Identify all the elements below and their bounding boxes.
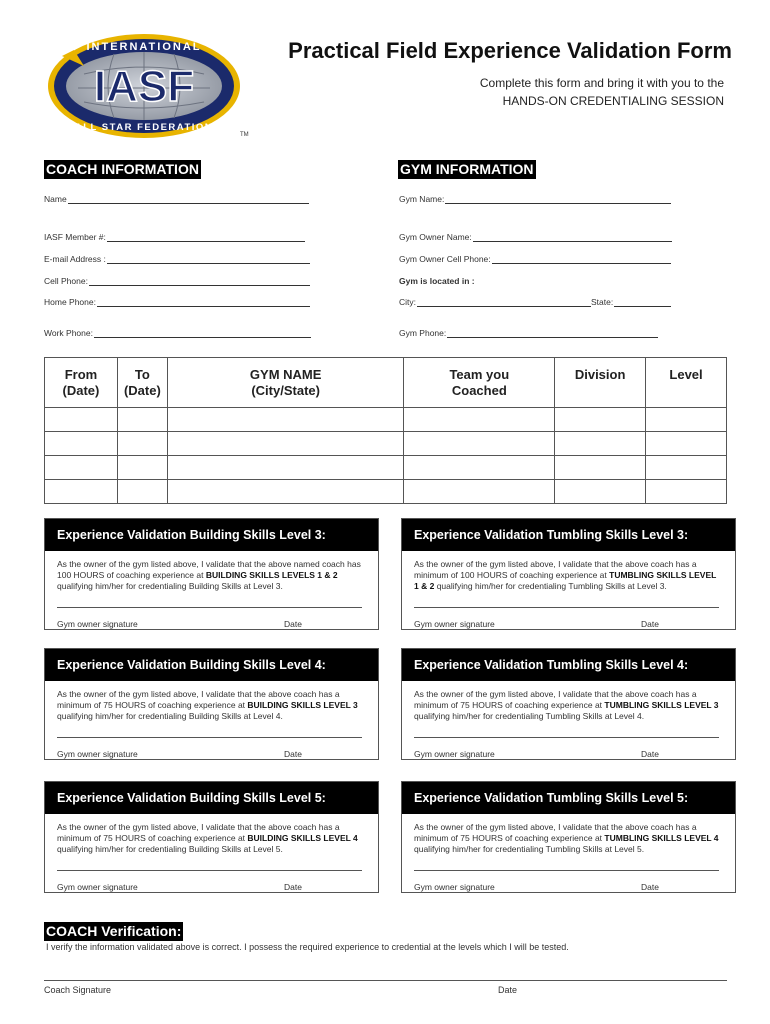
coach-name-field[interactable]: Name — [44, 194, 309, 204]
col-team-coached: Team you Coached — [404, 358, 555, 408]
table-cell[interactable] — [117, 480, 167, 504]
table-cell[interactable] — [167, 480, 404, 504]
table-cell[interactable] — [555, 432, 646, 456]
signature-line[interactable] — [57, 607, 362, 619]
gym-state-field[interactable]: State: — [591, 297, 671, 307]
table-cell[interactable] — [555, 456, 646, 480]
svg-text:IASF: IASF — [93, 62, 195, 111]
validation-box-title: Experience Validation Building Skills Level 4: — [45, 649, 378, 681]
signature-line[interactable] — [414, 870, 719, 882]
table-cell[interactable] — [404, 480, 555, 504]
table-cell[interactable] — [555, 480, 646, 504]
validation-box-building-4 — [44, 648, 379, 760]
validation-box-title: Experience Validation Building Skills Level 5: — [45, 782, 378, 814]
coach-work-phone-field[interactable]: Work Phone: — [44, 328, 311, 338]
table-cell[interactable] — [167, 456, 404, 480]
table-row — [45, 408, 727, 432]
table-cell[interactable] — [45, 480, 118, 504]
validation-box-title: Experience Validation Tumbling Skills Level 3: — [402, 519, 735, 551]
table-cell[interactable] — [167, 408, 404, 432]
signature-label: Gym owner signature — [414, 749, 495, 759]
validation-box-tumbling-3 — [401, 518, 736, 630]
col-from-date: From (Date) — [45, 358, 118, 408]
gym-info-heading: GYM INFORMATION — [400, 161, 534, 177]
table-cell[interactable] — [45, 456, 118, 480]
coach-cell-field[interactable]: Cell Phone: — [44, 276, 310, 286]
date-label: Date — [641, 619, 659, 629]
table-cell[interactable] — [555, 408, 646, 432]
validation-box-text: As the owner of the gym listed above, I validate that the above coach has a minimum of 75 HOURS of coaching experience at TUMBLING SKILLS LEVEL 3 qualifying him/her for credentialing Tumbling Skills at Level 4. — [414, 689, 719, 721]
table-cell[interactable] — [646, 432, 727, 456]
svg-text:INTERNATIONAL: INTERNATIONAL — [86, 41, 202, 53]
svg-text:TM: TM — [240, 132, 249, 138]
table-cell[interactable] — [167, 432, 404, 456]
validation-box-text: As the owner of the gym listed above, I validate that the above coach has a minimum of 75 HOURS of coaching experience at BUILDING SKILLS LEVEL 4 qualifying him/her for credentialing Building Skills at Level 5. — [57, 822, 358, 854]
col-level: Level — [646, 358, 727, 408]
validation-box-tumbling-4 — [401, 648, 736, 760]
form-title: Practical Field Experience Validation Form — [288, 38, 732, 63]
signature-line[interactable] — [414, 737, 719, 749]
signature-line[interactable] — [57, 737, 362, 749]
date-label: Date — [284, 749, 302, 759]
table-cell[interactable] — [45, 408, 118, 432]
date-label: Date — [284, 882, 302, 892]
verification-statement: I verify the information validated above is correct. I possess the required experience to credential at the levels which I will be tested. — [46, 942, 569, 952]
col-to-date: To (Date) — [117, 358, 167, 408]
coach-signature-label: Coach Signature — [44, 985, 112, 995]
experience-table — [44, 357, 727, 504]
signature-label: Gym owner signature — [414, 619, 495, 629]
signature-label: Gym owner signature — [57, 619, 138, 629]
gym-owner-cell-field[interactable]: Gym Owner Cell Phone: — [399, 254, 671, 264]
coach-member-field[interactable]: IASF Member #: — [44, 232, 305, 242]
signature-label: Gym owner signature — [414, 882, 495, 892]
svg-text:ALL STAR FEDERATION: ALL STAR FEDERATION — [74, 122, 214, 133]
coach-email-field[interactable]: E-mail Address : — [44, 254, 310, 264]
validation-box-text: As the owner of the gym listed above, I validate that the above named coach has 100 HOURS of coaching experience at BUILDING SKILLS LEVELS 1 & 2 qualifying him/her for credentialing Building Skills at Level 3. — [57, 559, 361, 591]
col-division: Division — [555, 358, 646, 408]
gym-phone-field[interactable]: Gym Phone: — [399, 328, 658, 338]
table-cell[interactable] — [45, 432, 118, 456]
table-cell[interactable] — [404, 432, 555, 456]
date-label: Date — [641, 882, 659, 892]
signature-label: Gym owner signature — [57, 749, 138, 759]
validation-box-text: As the owner of the gym listed above, I validate that the above coach has a minimum of 100 HOURS of coaching experience at TUMBLING SKILLS LEVEL 1 & 2 qualifying him/her for credentialing Tumbling Skills at Level 3. — [414, 559, 717, 591]
col-gym-name: GYM NAME (City/State) — [167, 358, 404, 408]
table-cell[interactable] — [117, 408, 167, 432]
date-label: Date — [284, 619, 302, 629]
table-cell[interactable] — [404, 456, 555, 480]
table-cell[interactable] — [117, 456, 167, 480]
coach-home-phone-field[interactable]: Home Phone: — [44, 297, 310, 307]
table-row — [45, 480, 727, 504]
validation-box-title: Experience Validation Tumbling Skills Level 5: — [402, 782, 735, 814]
table-cell[interactable] — [646, 408, 727, 432]
gym-name-field[interactable]: Gym Name: — [399, 194, 671, 204]
coach-signature-line[interactable] — [44, 980, 727, 981]
signature-line[interactable] — [414, 607, 719, 619]
validation-box-tumbling-5 — [401, 781, 736, 893]
table-row — [45, 432, 727, 456]
table-cell[interactable] — [646, 480, 727, 504]
gym-city-field[interactable]: City: — [399, 297, 591, 307]
iasf-logo — [44, 30, 256, 142]
table-cell[interactable] — [117, 432, 167, 456]
validation-box-title: Experience Validation Tumbling Skills Level 4: — [402, 649, 735, 681]
coach-verification-heading: COACH Verification: — [46, 923, 182, 939]
validation-box-text: As the owner of the gym listed above, I validate that the above coach has a minimum of 75 HOURS of coaching experience at TUMBLING SKILLS LEVEL 4 qualifying him/her for credentialing Tumbling Skills at Level 5. — [414, 822, 719, 854]
validation-box-text: As the owner of the gym listed above, I validate that the above coach has a minimum of 75 HOURS of coaching experience at BUILDING SKILLS LEVEL 3 qualifying him/her for credentialing Building Skills at Level 4. — [57, 689, 358, 721]
form-subtitle: Complete this form and bring it with you to the HANDS-ON CREDENTIALING SESSION — [479, 76, 724, 108]
table-cell[interactable] — [404, 408, 555, 432]
gym-location-label: Gym is located in : — [399, 276, 475, 286]
coach-date-label: Date — [498, 985, 518, 995]
table-cell[interactable] — [646, 456, 727, 480]
gym-owner-name-field[interactable]: Gym Owner Name: — [399, 232, 672, 242]
validation-box-building-5 — [44, 781, 379, 893]
validation-box-title: Experience Validation Building Skills Level 3: — [45, 519, 378, 551]
validation-box-building-3 — [44, 518, 379, 630]
table-row — [45, 456, 727, 480]
signature-line[interactable] — [57, 870, 362, 882]
table-header-row — [45, 358, 727, 408]
coach-info-heading: COACH INFORMATION — [46, 161, 199, 177]
date-label: Date — [641, 749, 659, 759]
signature-label: Gym owner signature — [57, 882, 138, 892]
